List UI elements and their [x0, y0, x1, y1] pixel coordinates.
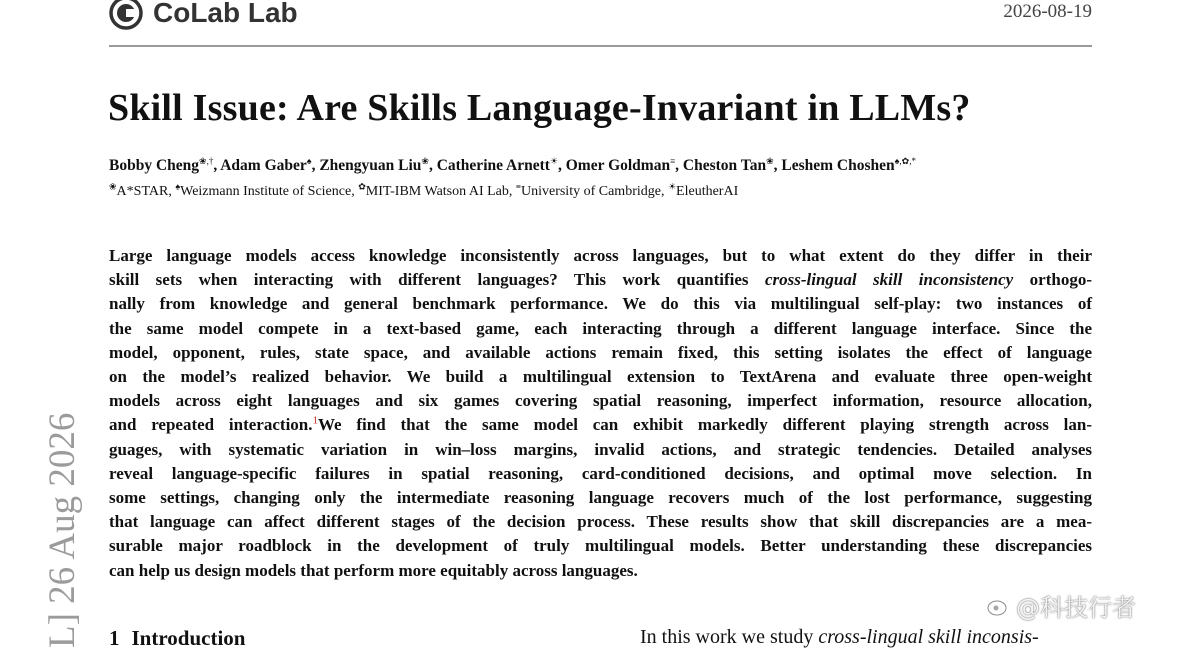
footnote-link[interactable]: 1	[312, 414, 318, 427]
weibo-logo-icon	[986, 593, 1012, 619]
paper-title: Skill Issue: Are Skills Language-Invariant in LLMs?	[108, 87, 971, 129]
page-header	[109, 0, 1092, 36]
watermark: @科技行者	[986, 588, 1136, 623]
author: Catherine Arnett☀	[436, 155, 558, 174]
abstract-line: Large language models access knowledge inconsistently across languages, but to what extent do they differ in their	[109, 246, 1092, 265]
colab-logo-icon	[109, 0, 143, 30]
abstract-line: surable major roadblock in the development of truly multilingual models. Better understanding these discrepancies	[109, 536, 1092, 556]
author: Omer Goldman≡	[565, 155, 676, 174]
abstract	[109, 244, 1092, 583]
author-list: Bobby Cheng❀,†, Adam Gaber♠, Zhengyuan Liu❀, Catherine Arnett☀, Omer Goldman≡, Cheston Tan❀, Leshem Choshen♠,✿,*	[109, 155, 916, 174]
abstract-line: some settings, changing only the intermediate reasoning language recovers much of the lost performance, suggesting	[109, 488, 1092, 508]
abstract-line: can help us design models that perform more equitably across languages.	[109, 560, 638, 580]
abstract-line: the same model compete in a text-based game, each interacting through a different language interface. Since the	[109, 318, 1092, 338]
author: Leshem Choshen♠,✿,*	[781, 155, 916, 174]
author: Zhengyuan Liu❀	[319, 155, 429, 174]
affiliation: ≡University of Cambridge	[515, 181, 661, 199]
intro-text: In this work we study cross-lingual skill inconsis-	[640, 626, 1039, 648]
abstract-line: reveal language-specific failures in spatial reasoning, card-conditioned decisions, and optimal move selection. In	[109, 463, 1092, 483]
affiliation: ❀A*STAR	[109, 181, 169, 199]
affiliation-list: ❀A*STAR, ♠Weizmann Institute of Science, ✿MIT-IBM Watson AI Lab, ≡University of Cambridge, ☀EleutherAI	[109, 181, 739, 199]
affiliation: ✿MIT-IBM Watson AI Lab	[358, 181, 509, 199]
author: Bobby Cheng❀,†	[109, 155, 214, 174]
abstract-line: and repeated interaction.$^1$We find that the same model can exhibit markedly different playing strength across lan-	[109, 414, 1093, 435]
author: Adam Gaber♠	[220, 155, 312, 174]
abstract-line: nally from knowledge and general benchmark performance. We do this via multilingual self-play: two instances of	[109, 294, 1092, 314]
brand-name: CoLab Lab	[153, 0, 298, 28]
abstract-line: skill sets when interacting with different languages? This work quantifies cross-lingual skill inconsistency orthogo-	[109, 270, 1092, 290]
section-heading: 1 Introduction	[109, 626, 246, 650]
abstract-line: on the model’s realized behavior. We build a multilingual extension to TextArena and evaluate three open-weight	[109, 367, 1092, 387]
arxiv-side-stamp: L] 26 Aug 2026	[42, 412, 83, 648]
abstract-line: models across eight languages and six games covering spatial reasoning, imperfect information, resource allocation,	[109, 391, 1092, 411]
abstract-line: guages, with systematic variation in win–loss margins, invalid actions, and strategic tendencies. Detailed analyses	[109, 439, 1092, 459]
abstract-line: model, opponent, rules, state space, and available actions remain fixed, this setting isolates the effect of language	[109, 342, 1092, 362]
header-divider	[109, 45, 1092, 47]
abstract-line: that language can affect different stages of the decision process. These results show that skill discrepancies are a mea-	[109, 512, 1092, 532]
brand	[109, 0, 298, 30]
affiliation: ☀EleutherAI	[667, 181, 739, 199]
affiliation: ♠Weizmann Institute of Science	[175, 181, 352, 199]
publication-date: 2026-08-19	[1003, 1, 1092, 22]
emphasis-text: cross-lingual skill inconsistency	[764, 270, 1014, 290]
author: Cheston Tan❀	[682, 155, 774, 174]
